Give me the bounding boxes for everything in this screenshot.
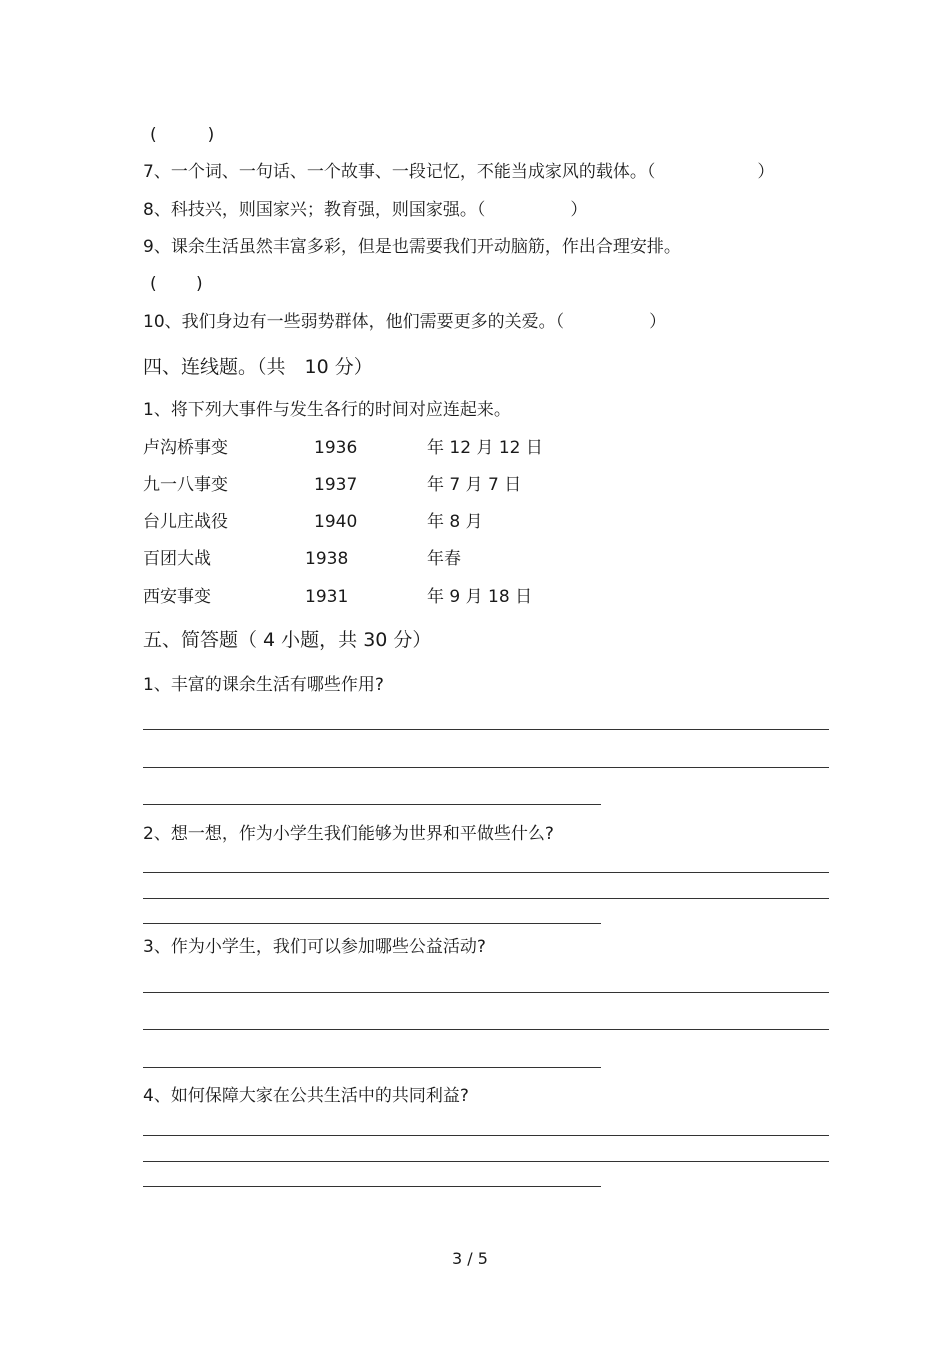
matching-event: 台儿庄战役 xyxy=(143,512,228,532)
matching-date: 年春 xyxy=(427,549,461,569)
matching-year: 1937 xyxy=(314,475,358,495)
answer-line[interactable] xyxy=(143,898,829,899)
question-10: 10、我们身边有一些弱势群体，他们需要更多的关爱。（ ） xyxy=(143,312,667,332)
matching-year: 1936 xyxy=(314,438,358,458)
short-answer-question-1: 1、丰富的课余生活有哪些作用? xyxy=(143,675,384,695)
short-answer-question-2: 2、想一想，作为小学生我们能够为世界和平做些什么? xyxy=(143,824,554,844)
matching-date: 年 12 月 12 日 xyxy=(427,438,543,458)
q6-answer-bracket: ( ) xyxy=(150,125,215,145)
answer-line[interactable] xyxy=(143,729,829,730)
question-8: 8、科技兴，则国家兴；教育强，则国家强。（ ） xyxy=(143,200,588,220)
answer-line[interactable] xyxy=(143,1067,601,1068)
matching-event: 百团大战 xyxy=(143,549,211,569)
answer-line[interactable] xyxy=(143,992,829,993)
q9-answer-bracket: ( ) xyxy=(150,274,203,294)
answer-line[interactable] xyxy=(143,1161,829,1162)
answer-line[interactable] xyxy=(143,804,601,805)
answer-line[interactable] xyxy=(143,1186,601,1187)
matching-event: 卢沟桥事变 xyxy=(143,438,228,458)
matching-event: 西安事变 xyxy=(143,587,211,607)
matching-year: 1938 xyxy=(305,549,349,569)
section-heading-matching: 四、连线题。（共 10 分） xyxy=(143,356,373,378)
answer-line[interactable] xyxy=(143,872,829,873)
short-answer-question-4: 4、如何保障大家在公共生活中的共同利益? xyxy=(143,1086,469,1106)
section-heading-short-answer: 五、简答题（ 4 小题，共 30 分） xyxy=(143,629,432,651)
matching-year: 1940 xyxy=(314,512,358,532)
answer-line[interactable] xyxy=(143,1029,829,1030)
answer-line[interactable] xyxy=(143,923,601,924)
matching-date: 年 8 月 xyxy=(427,512,483,532)
answer-line[interactable] xyxy=(143,1135,829,1136)
short-answer-question-3: 3、作为小学生，我们可以参加哪些公益活动? xyxy=(143,937,486,957)
page-number: 3 / 5 xyxy=(452,1249,488,1268)
matching-event: 九一八事变 xyxy=(143,475,228,495)
question-7: 7、一个词、一句话、一个故事、一段记忆，不能当成家风的载体。（ ） xyxy=(143,162,775,182)
matching-date: 年 9 月 18 日 xyxy=(427,587,533,607)
matching-instruction: 1、将下列大事件与发生各行的时间对应连起来。 xyxy=(143,400,511,420)
matching-date: 年 7 月 7 日 xyxy=(427,475,522,495)
question-9: 9、课余生活虽然丰富多彩，但是也需要我们开动脑筋，作出合理安排。 xyxy=(143,237,681,257)
answer-line[interactable] xyxy=(143,767,829,768)
matching-year: 1931 xyxy=(305,587,349,607)
